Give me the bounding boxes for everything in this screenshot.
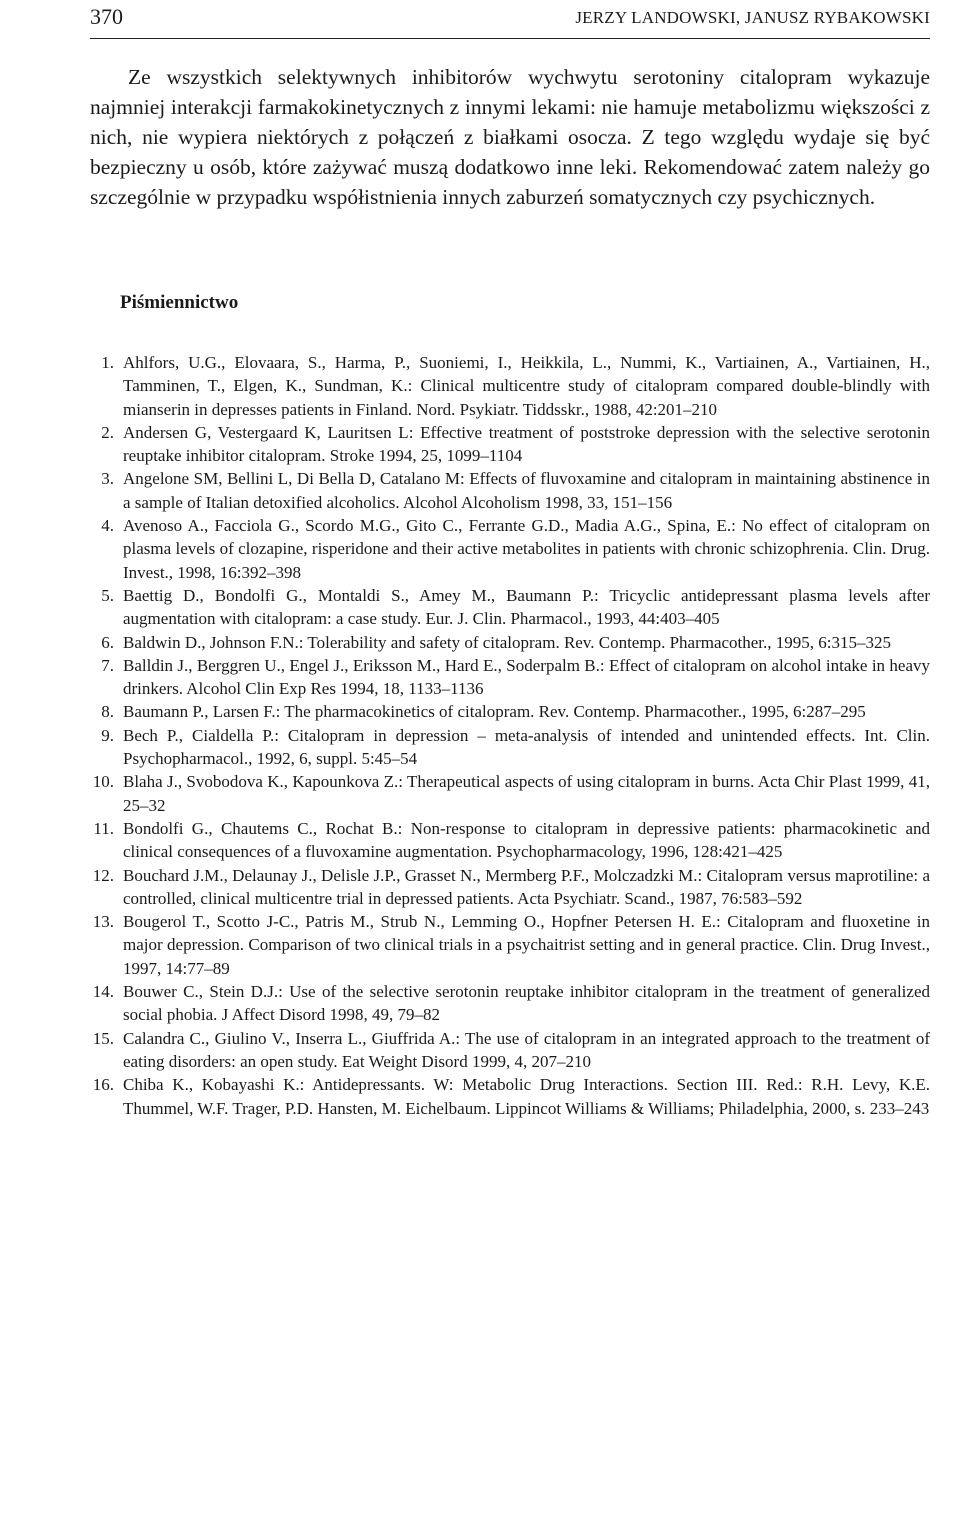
section-title: Piśmiennictwo [120, 292, 239, 313]
reference-text: Andersen G, Vestergaard K, Lauritsen L: Effective treatment of poststroke depression with the selective serotonin reuptake inhibitor citalopram. Stroke 1994, 25, 1099–1104 [123, 422, 930, 466]
running-head: JERZY LANDOWSKI, JANUSZ RYBAKOWSKI [575, 8, 930, 27]
reference-text: Baumann P., Larsen F.: The pharmacokinetics of citalopram. Rev. Contemp. Pharmacother., 1995, 6:287–295 [123, 702, 866, 722]
reference-item [90, 1073, 930, 1120]
reference-item [90, 980, 930, 1027]
reference-item [90, 631, 930, 654]
reference-number: 12. [92, 865, 114, 885]
reference-text: Chiba K., Kobayashi K.: Antidepressants. W: Metabolic Drug Interactions. Section III. Red.: R.H. Levy, K.E. Thummel, W.F. Trager, P.D. Hansten, M. Eichelbaum. Lippincot Williams & Williams; Philadelphia, 2000, s. 233–243 [123, 1075, 930, 1118]
reference-number: 10. [92, 772, 114, 792]
reference-item [90, 724, 930, 771]
reference-text: Bougerol T., Scotto J-C., Patris M., Strub N., Lemming O., Hopfner Petersen H. E.: Citalopram and fluoxetine in major depression. Comparison of two clinical trials in a psychaitrist setting and in general practice. Clin. Drug Invest., 1997, 14:77–89 [123, 912, 930, 978]
page-number: 370 [90, 4, 123, 29]
reference-item [90, 1027, 930, 1074]
intro-paragraph-text: Ze wszystkich selektywnych inhibitorów wychwytu serotoniny citalopram wykazuje najmniej interakcji farmakokinetycznych z innymi lekami: nie hamuje metabolizmu większości z nich, nie wypiera niektórych z połączeń z białkami osocza. Z tego względu wydaje się być bezpieczny u osób, które zażywać muszą dodatkowo inne leki. Rekomendować zatem należy go szczególnie w przypadku współistnienia innych zaburzeń somatycznych czy psychicznych. [90, 65, 930, 209]
page-header [90, 0, 930, 38]
reference-text: Bouwer C., Stein D.J.: Use of the selective serotonin reuptake inhibitor citalopram in the treatment of generalized social phobia. J Affect Disord 1998, 49, 79–82 [123, 982, 930, 1025]
reference-item [90, 770, 930, 817]
reference-number: 7. [101, 655, 114, 675]
reference-item [90, 700, 930, 723]
reference-text: Baettig D., Bondolfi G., Montaldi S., Amey M., Baumann P.: Tricyclic antidepressant plasma levels after augmentation with citalopram: a case study. Eur. J. Clin. Pharmacol., 1993, 44:403–405 [123, 585, 930, 629]
intro-paragraph [90, 62, 930, 212]
reference-list [90, 351, 930, 1120]
reference-text: Calandra C., Giulino V., Inserra L., Giuffrida A.: The use of citalopram in an integrated approach to the treatment of eating disorders: an open study. Eat Weight Disord 1999, 4, 207–210 [123, 1028, 930, 1071]
reference-text: Bouchard J.M., Delaunay J., Delisle J.P., Grasset N., Mermberg P.F., Molczadzki M.: Citalopram versus maprotiline: a controlled, clinical multicentre trial in depressed patients. Acta Psychiatr. Scand., 1987, 76:583–592 [123, 865, 930, 908]
reference-number: 8. [101, 702, 114, 722]
header-rule [90, 38, 930, 39]
reference-item [90, 514, 930, 584]
reference-text: Avenoso A., Facciola G., Scordo M.G., Gito C., Ferrante G.D., Madia A.G., Spina, E.: No effect of citalopram on plasma levels of clozapine, risperidone and their active metabolites in patients with chronic schizophrenia. Clin. Drug. Invest., 1998, 16:392–398 [123, 516, 930, 582]
reference-number: 4. [101, 516, 114, 536]
reference-number: 1. [101, 353, 114, 372]
reference-text: Ahlfors, U.G., Elovaara, S., Harma, P., Suoniemi, I., Heikkila, L., Nummi, K., Vartiainen, A., Vartiainen, H., Tamminen, T., Elgen, K., Sundman, K.: Clinical multicentre study of citalopram compared double-blindly with mianserin in depresses patients in Finland. Nord. Psykiatr. Tiddsskr., 1988, 42:201–210 [123, 353, 930, 419]
reference-text: Blaha J., Svobodova K., Kapounkova Z.: Therapeutical aspects of using citalopram in burns. Acta Chir Plast 1999, 41, 25–32 [123, 772, 930, 815]
reference-item [90, 467, 930, 514]
reference-number: 5. [101, 585, 114, 605]
reference-item [90, 910, 930, 980]
reference-number: 15. [92, 1028, 114, 1048]
reference-item [90, 817, 930, 864]
reference-number: 11. [93, 818, 114, 838]
reference-item [90, 421, 930, 468]
reference-number: 6. [101, 632, 114, 652]
reference-number: 2. [101, 422, 114, 442]
reference-text: Bech P., Cialdella P.: Citalopram in depression – meta-analysis of intended and unintended effects. Int. Clin. Psychopharmacol., 1992, 6, suppl. 5:45–54 [123, 725, 930, 769]
reference-text: Angelone SM, Bellini L, Di Bella D, Catalano M: Effects of fluvoxamine and citalopram in maintaining abstinence in a sample of Italian detoxified alcoholics. Alcohol Alcoholism 1998, 33, 151–156 [123, 469, 930, 512]
reference-text: Baldwin D., Johnson F.N.: Tolerability and safety of citalopram. Rev. Contemp. Pharmacother., 1995, 6:315–325 [123, 632, 892, 652]
reference-item [90, 654, 930, 701]
reference-number: 9. [101, 725, 114, 745]
reference-item [90, 584, 930, 631]
reference-item [90, 864, 930, 911]
reference-number: 13. [92, 912, 114, 932]
reference-text: Balldin J., Berggren U., Engel J., Eriksson M., Hard E., Soderpalm B.: Effect of citalopram on alcohol intake in heavy drinkers. Alcohol Clin Exp Res 1994, 18, 1133–1136 [123, 655, 930, 699]
reference-number: 3. [101, 469, 114, 489]
reference-number: 16. [92, 1075, 114, 1095]
reference-text: Bondolfi G., Chautems C., Rochat B.: Non-response to citalopram in depressive patients: pharmacokinetic and clinical consequences of a fluvoxamine augmentation. Psychopharmacology, 1996, 128:421–425 [123, 818, 930, 862]
reference-number: 14. [92, 982, 114, 1002]
reference-item [90, 351, 930, 421]
